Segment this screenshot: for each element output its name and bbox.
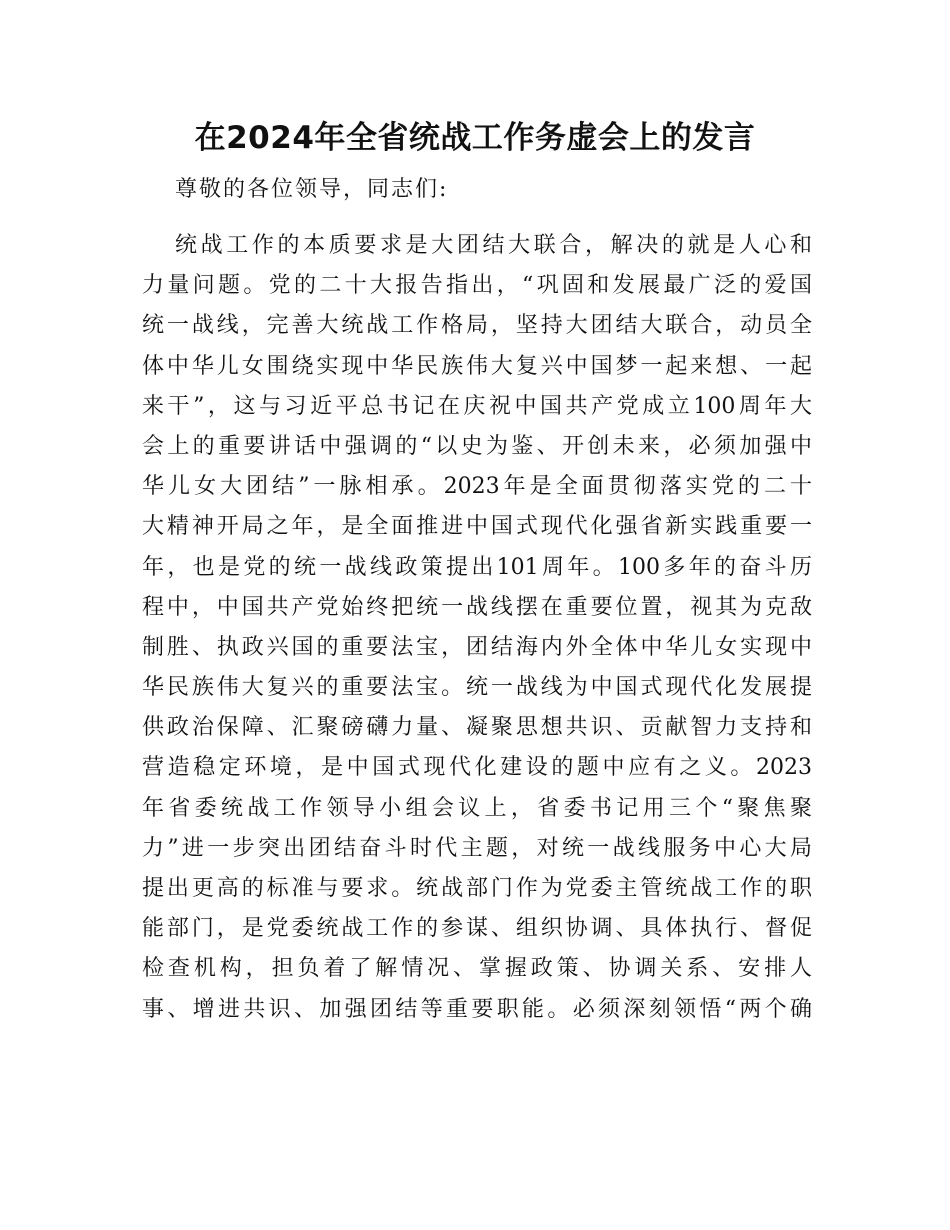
paragraph-line: 检查机构，担负着了解情况、掌握政策、协调关系、安排人 xyxy=(142,956,812,982)
paragraph-line: 华民族伟大复兴的重要法宝。统一战线为中国式现代化发展提 xyxy=(142,675,812,701)
paragraph-line: 力”进一步突出团结奋斗时代主题，对统一战线服务中心大局 xyxy=(142,835,812,861)
paragraph-line: 提出更高的标准与要求。统战部门作为党委主管统战工作的职 xyxy=(142,876,812,901)
paragraph-line: 统一战线，完善大统战工作格局，坚持大团结大联合，动员全 xyxy=(142,313,812,339)
paragraph-line: 华儿女大团结”一脉相承。2023年是全面贯彻落实党的二十 xyxy=(142,474,812,500)
paragraph-line: 大精神开局之年，是全面推进中国式现代化强省新实践重要一 xyxy=(142,514,812,540)
paragraph-line: 力量问题。党的二十大报告指出，“巩固和发展最广泛的爱国 xyxy=(142,273,812,299)
paragraph-line: 会上的重要讲话中强调的“以史为鉴、开创未来，必须加强中 xyxy=(142,433,812,459)
paragraph-line: 程中，中国共产党始终把统一战线摆在重要位置，视其为克敌 xyxy=(142,594,812,620)
paragraph-line: 能部门，是党委统战工作的参谋、组织协调、具体执行、督促 xyxy=(142,916,812,942)
salutation: 尊敬的各位领导，同志们: xyxy=(175,177,449,202)
paragraph-line: 年省委统战工作领导小组会议上，省委书记用三个“聚焦聚 xyxy=(142,795,812,821)
paragraph-line: 制胜、执政兴国的重要法宝，团结海内外全体中华儿女实现中 xyxy=(142,634,812,660)
paragraph-line: 统战工作的本质要求是大团结大联合，解决的就是人心和 xyxy=(175,233,812,258)
paragraph-line: 事、增进共识、加强团结等重要职能。必须深刻领悟“两个确 xyxy=(142,996,812,1022)
paragraph-line: 来干”，这与习近平总书记在庆祝中国共产党成立100周年大 xyxy=(142,393,812,419)
document-title: 在2024年全省统战工作务虚会上的发言 xyxy=(194,120,756,156)
paragraph-line: 体中华儿女围绕实现中华民族伟大复兴中国梦一起来想、一起 xyxy=(142,353,812,379)
paragraph-line: 营造稳定环境，是中国式现代化建设的题中应有之义。2023 xyxy=(142,755,812,781)
paragraph-line: 供政治保障、汇聚磅礴力量、凝聚思想共识、贡献智力支持和 xyxy=(142,715,812,741)
paragraph-line: 年，也是党的统一战线政策提出101周年。100多年的奋斗历 xyxy=(142,554,812,580)
body-paragraph xyxy=(142,226,812,1030)
